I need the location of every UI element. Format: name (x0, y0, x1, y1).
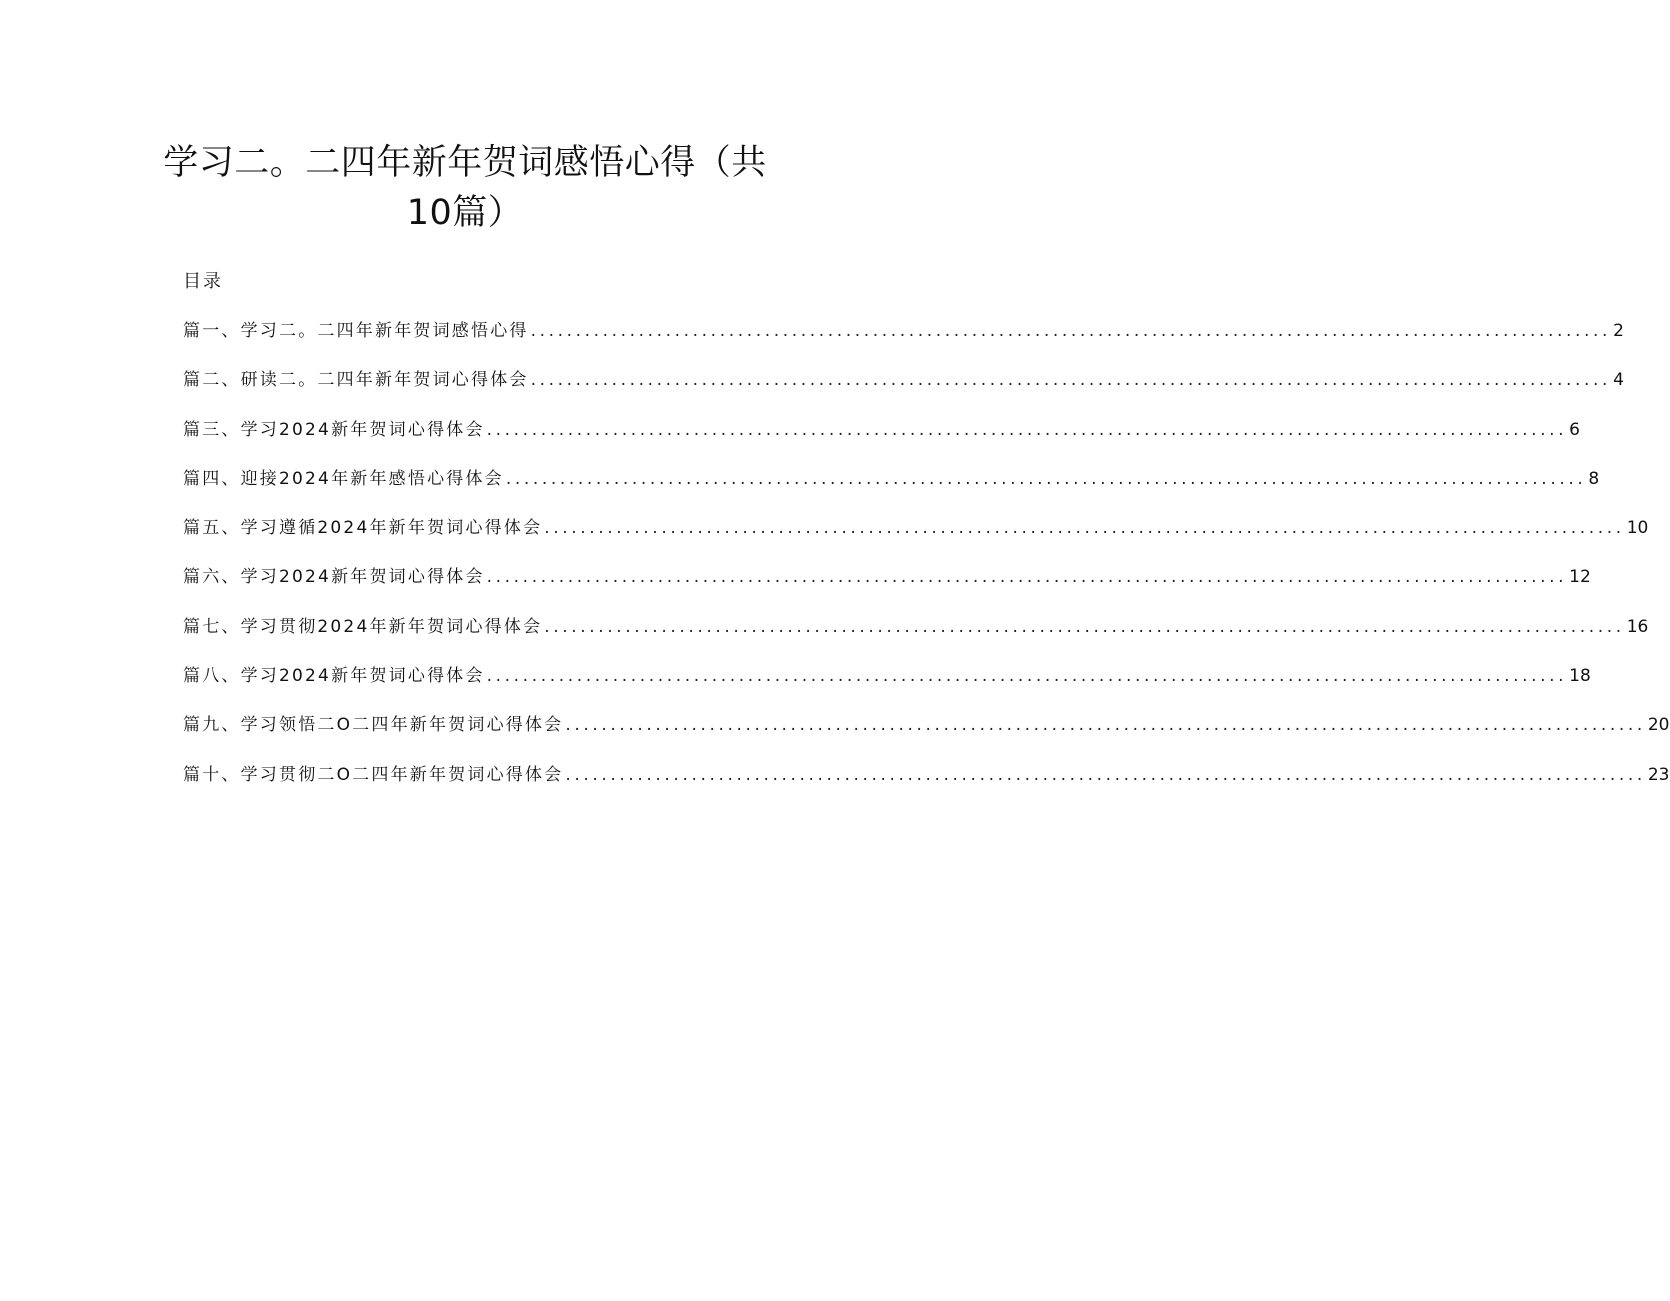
toc-leader-dots: ........................................................................................................................ (486, 567, 1568, 588)
toc-entry-title: 篇十、学习贯彻二O二四年新年贺词心得体会 (183, 764, 564, 785)
toc-entry-6[interactable] (183, 565, 1591, 614)
toc-page-number: 6 (1569, 419, 1580, 440)
toc-page-number: 4 (1613, 370, 1624, 391)
toc-entry-1[interactable] (183, 319, 1624, 368)
toc-entry-10[interactable] (183, 763, 1670, 812)
toc-leader-dots: ........................................................................................................................ (565, 764, 1646, 785)
toc-entry-title: 篇四、迎接2024年新年感悟心得体会 (183, 468, 504, 489)
document-title: 学习二。二四年新年贺词感悟心得（共10篇） (163, 143, 767, 233)
toc-page-number: 18 (1569, 666, 1591, 687)
toc-entry-8[interactable] (183, 664, 1591, 713)
toc-leader-dots: ........................................................................................................................ (544, 616, 1625, 637)
toc-entry-title: 篇八、学习2024新年贺词心得体会 (183, 666, 485, 687)
toc-entry-title: 篇六、学习2024新年贺词心得体会 (183, 567, 485, 588)
toc-leader-dots: ........................................................................................................................ (486, 666, 1568, 687)
toc-entry-title: 篇九、学习领悟二O二四年新年贺词心得体会 (183, 715, 564, 736)
toc-entry-4[interactable] (183, 467, 1600, 516)
toc-entry-title: 篇三、学习2024新年贺词心得体会 (183, 419, 485, 440)
toc-entry-7[interactable] (183, 615, 1649, 664)
toc-heading: 目录 (183, 271, 223, 292)
toc-entry-title: 篇五、学习遵循2024年新年贺词心得体会 (183, 518, 543, 539)
toc-entry-9[interactable] (183, 713, 1670, 762)
toc-leader-dots: ........................................................................................................................ (486, 419, 1568, 440)
toc-page-number: 8 (1588, 468, 1600, 489)
toc-entry-title: 篇七、学习贯彻2024年新年贺词心得体会 (183, 616, 543, 637)
toc-page-number: 23 (1647, 764, 1670, 785)
toc-page-number: 2 (1613, 321, 1624, 341)
toc-entry-3[interactable] (183, 418, 1580, 467)
toc-leader-dots: ........................................................................................................................ (530, 321, 1612, 341)
toc-page-number: 10 (1626, 518, 1649, 539)
toc-leader-dots: ........................................................................................................................ (530, 370, 1612, 391)
toc-entry-5[interactable] (183, 516, 1649, 565)
toc-entry-2[interactable] (183, 368, 1624, 417)
toc-leader-dots: ........................................................................................................................ (505, 468, 1587, 489)
toc-entry-title: 篇二、研读二。二四年新年贺词心得体会 (183, 370, 529, 391)
toc-page-number: 20 (1647, 715, 1670, 736)
toc-entry-title: 篇一、学习二。二四年新年贺词感悟心得 (183, 321, 529, 341)
table-of-contents (183, 319, 1670, 812)
toc-leader-dots: ........................................................................................................................ (544, 518, 1625, 539)
toc-leader-dots: ........................................................................................................................ (565, 715, 1646, 736)
toc-page-number: 12 (1569, 567, 1591, 588)
toc-page-number: 16 (1626, 616, 1649, 637)
